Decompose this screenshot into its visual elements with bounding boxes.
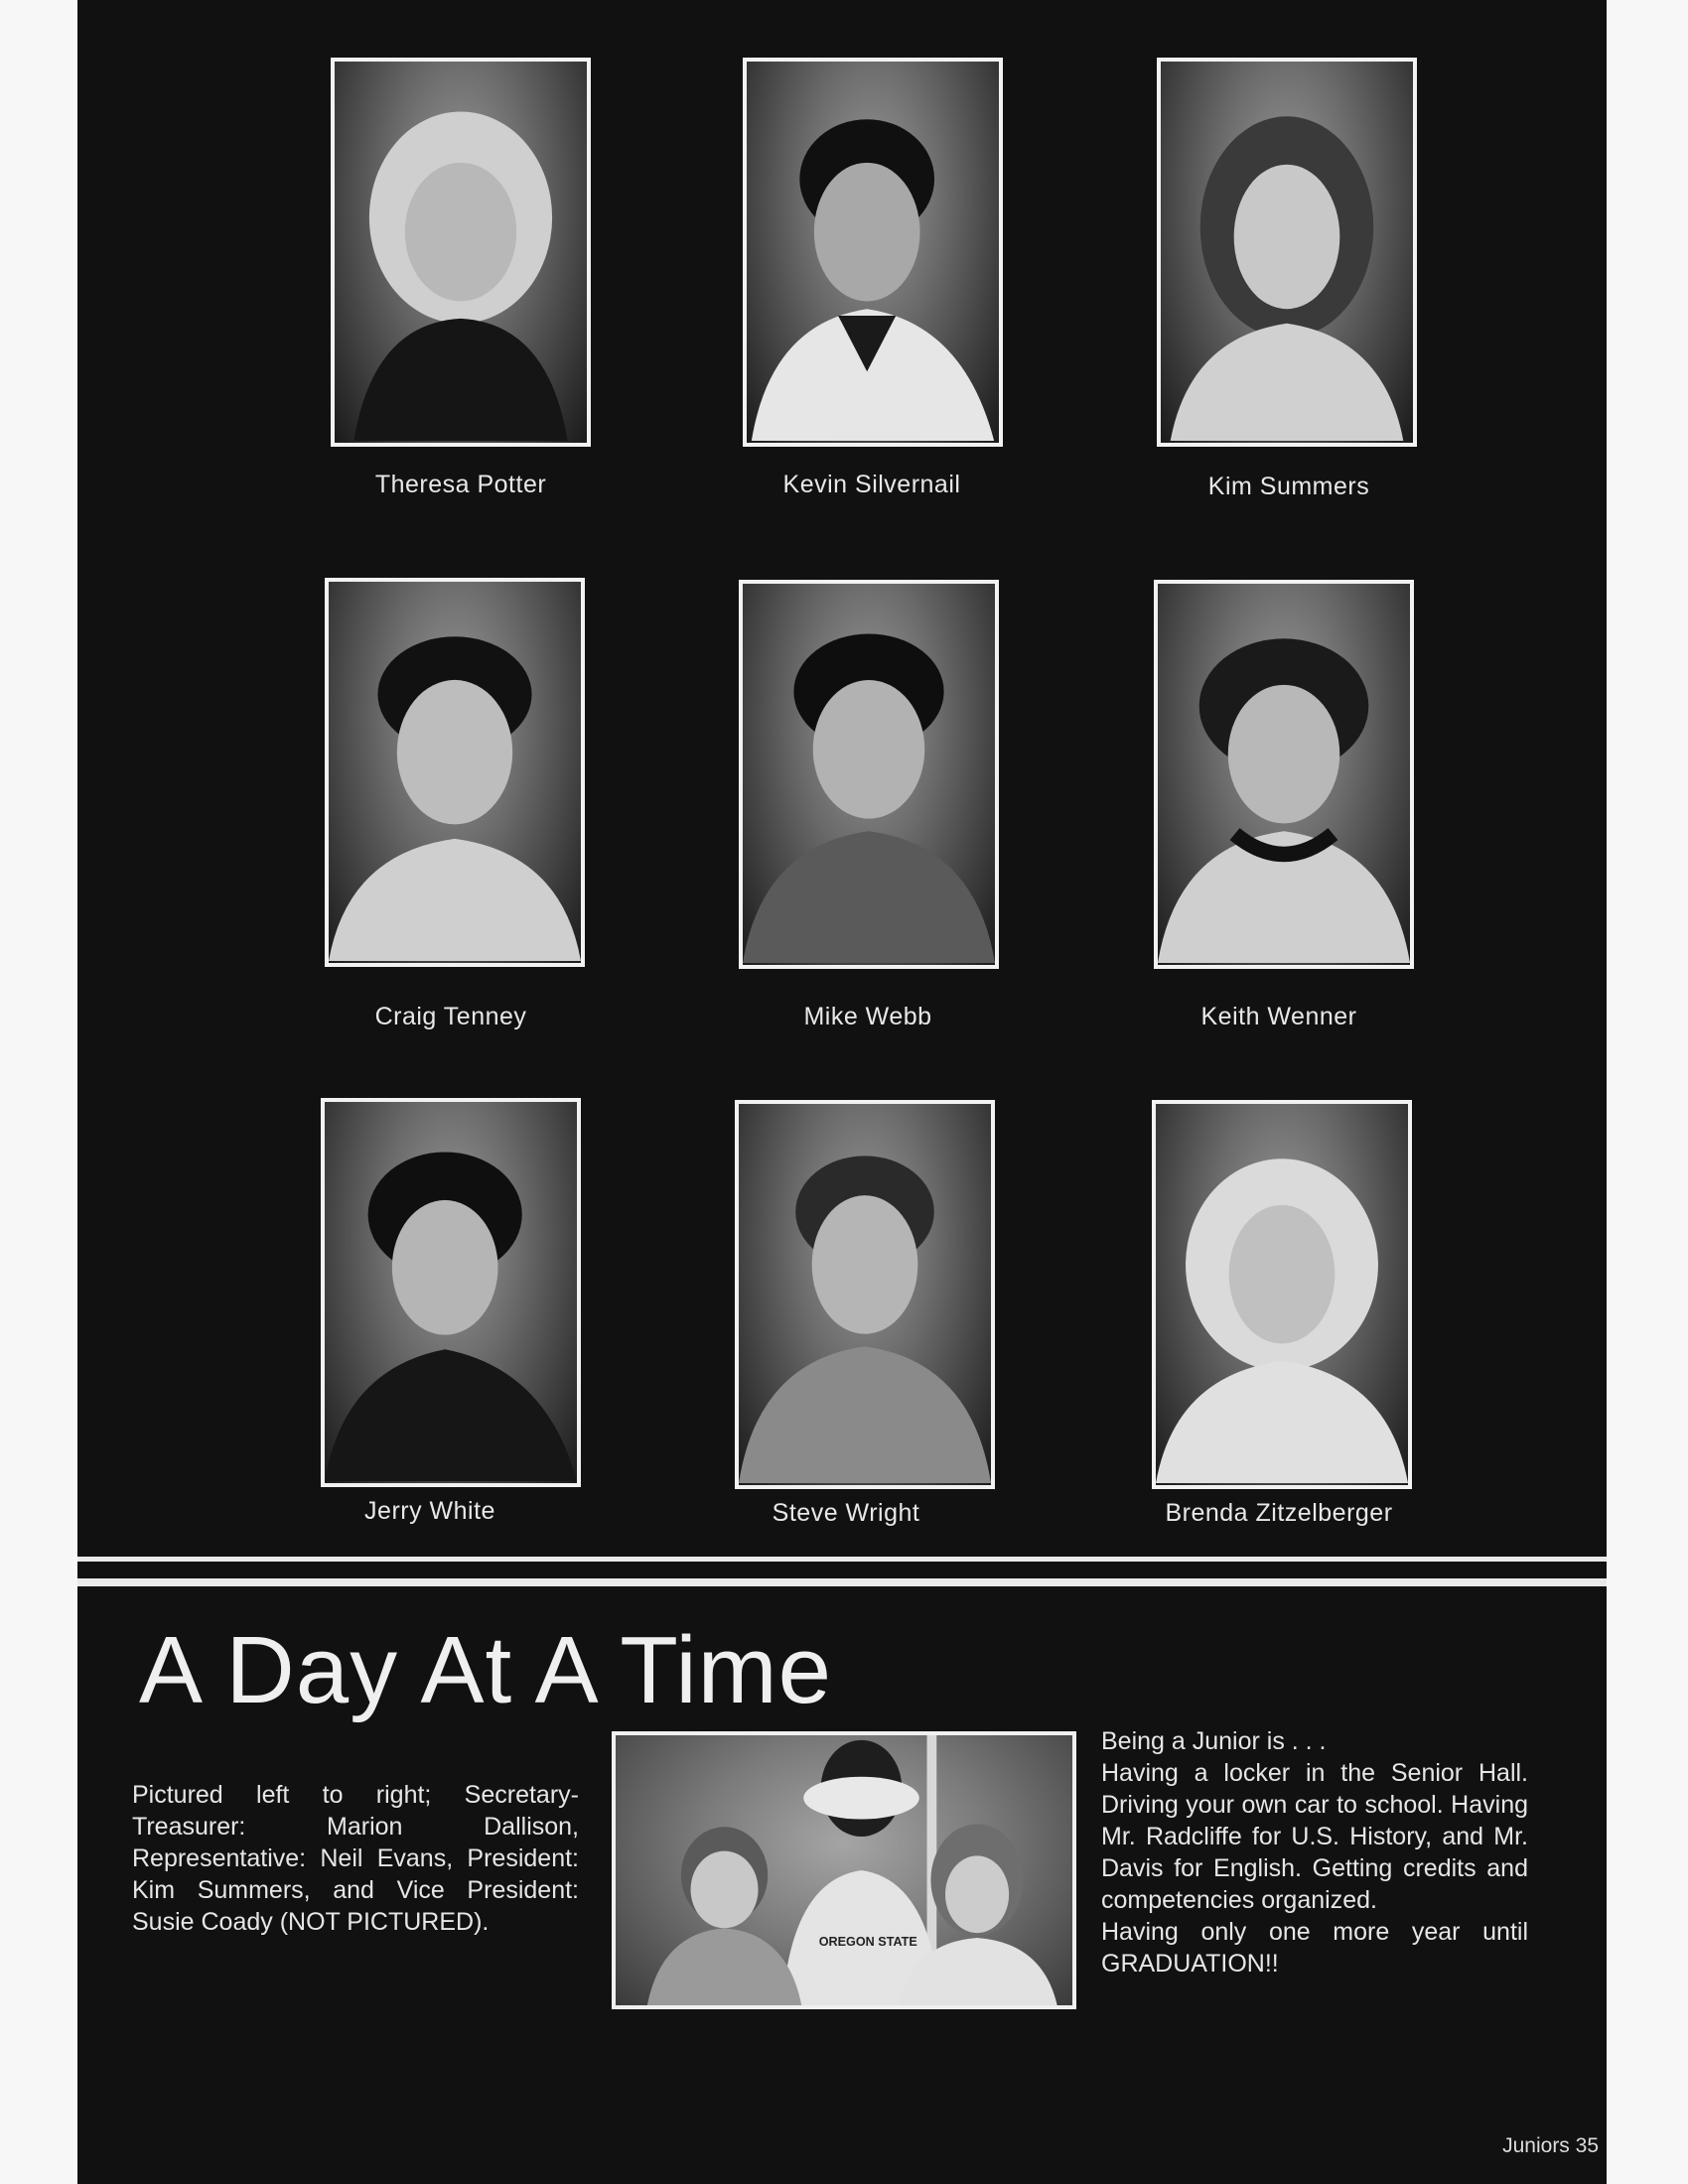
portrait-silhouette [739, 1104, 991, 1485]
portrait-photo-5 [739, 580, 999, 969]
portrait-photo-2 [743, 58, 1003, 447]
portrait-caption-1: Theresa Potter [374, 471, 547, 498]
section-headline: A Day At A Time [139, 1617, 833, 1723]
class-officers-photo [612, 1731, 1076, 2009]
portrait-caption-9: Brenda Zitzelberger [1165, 1499, 1393, 1527]
shirt-lettering: OREGON STATE [818, 1934, 917, 1949]
divider-rule-top [77, 1557, 1607, 1562]
portrait-silhouette [325, 1102, 577, 1483]
portrait-photo-9 [1152, 1100, 1412, 1489]
junior-text-line-3: Having only one more year until GRADUATION!! [1101, 1918, 1528, 1978]
portrait-caption-8: Steve Wright [772, 1499, 920, 1527]
group-photo-silhouettes [616, 1735, 1072, 2005]
officers-caption: Pictured left to right; Secretary-Treasurer: Marion Dallison, Representative: Neil Evans, President: Kim Summers, and Vice President: Susie Coady (NOT PICTURED). [132, 1781, 579, 1936]
portrait-photo-6 [1154, 580, 1414, 969]
portrait-silhouette [747, 62, 999, 443]
divider-rule-bottom [77, 1578, 1607, 1586]
page-background [77, 0, 1607, 2184]
portrait-caption-5: Mike Webb [803, 1003, 932, 1030]
portrait-photo-7 [321, 1098, 581, 1487]
portrait-silhouette [1161, 62, 1413, 443]
portrait-photo-3 [1157, 58, 1417, 447]
junior-text-line-1: Being a Junior is . . . [1101, 1727, 1327, 1755]
portrait-caption-7: Jerry White [364, 1497, 495, 1525]
junior-text [1101, 1725, 1528, 1979]
portrait-silhouette [335, 62, 587, 443]
portrait-caption-6: Keith Wenner [1200, 1003, 1357, 1030]
portrait-caption-4: Craig Tenney [374, 1003, 527, 1030]
portrait-photo-1 [331, 58, 591, 447]
portrait-silhouette [743, 584, 995, 965]
portrait-caption-2: Kevin Silvernail [782, 471, 961, 498]
portrait-silhouette [1156, 1104, 1408, 1485]
junior-text-line-2: Having a locker in the Senior Hall. Driving your own car to school. Having Mr. Radcliffe for U.S. History, and Mr. Davis for English. Getting credits and competencies organized. [1101, 1759, 1528, 1914]
portrait-photo-8 [735, 1100, 995, 1489]
portrait-caption-3: Kim Summers [1207, 473, 1370, 500]
page-folio: Juniors 35 [1502, 2134, 1599, 2157]
portrait-silhouette [329, 582, 581, 963]
portrait-silhouette [1158, 584, 1410, 965]
portrait-photo-4 [325, 578, 585, 967]
